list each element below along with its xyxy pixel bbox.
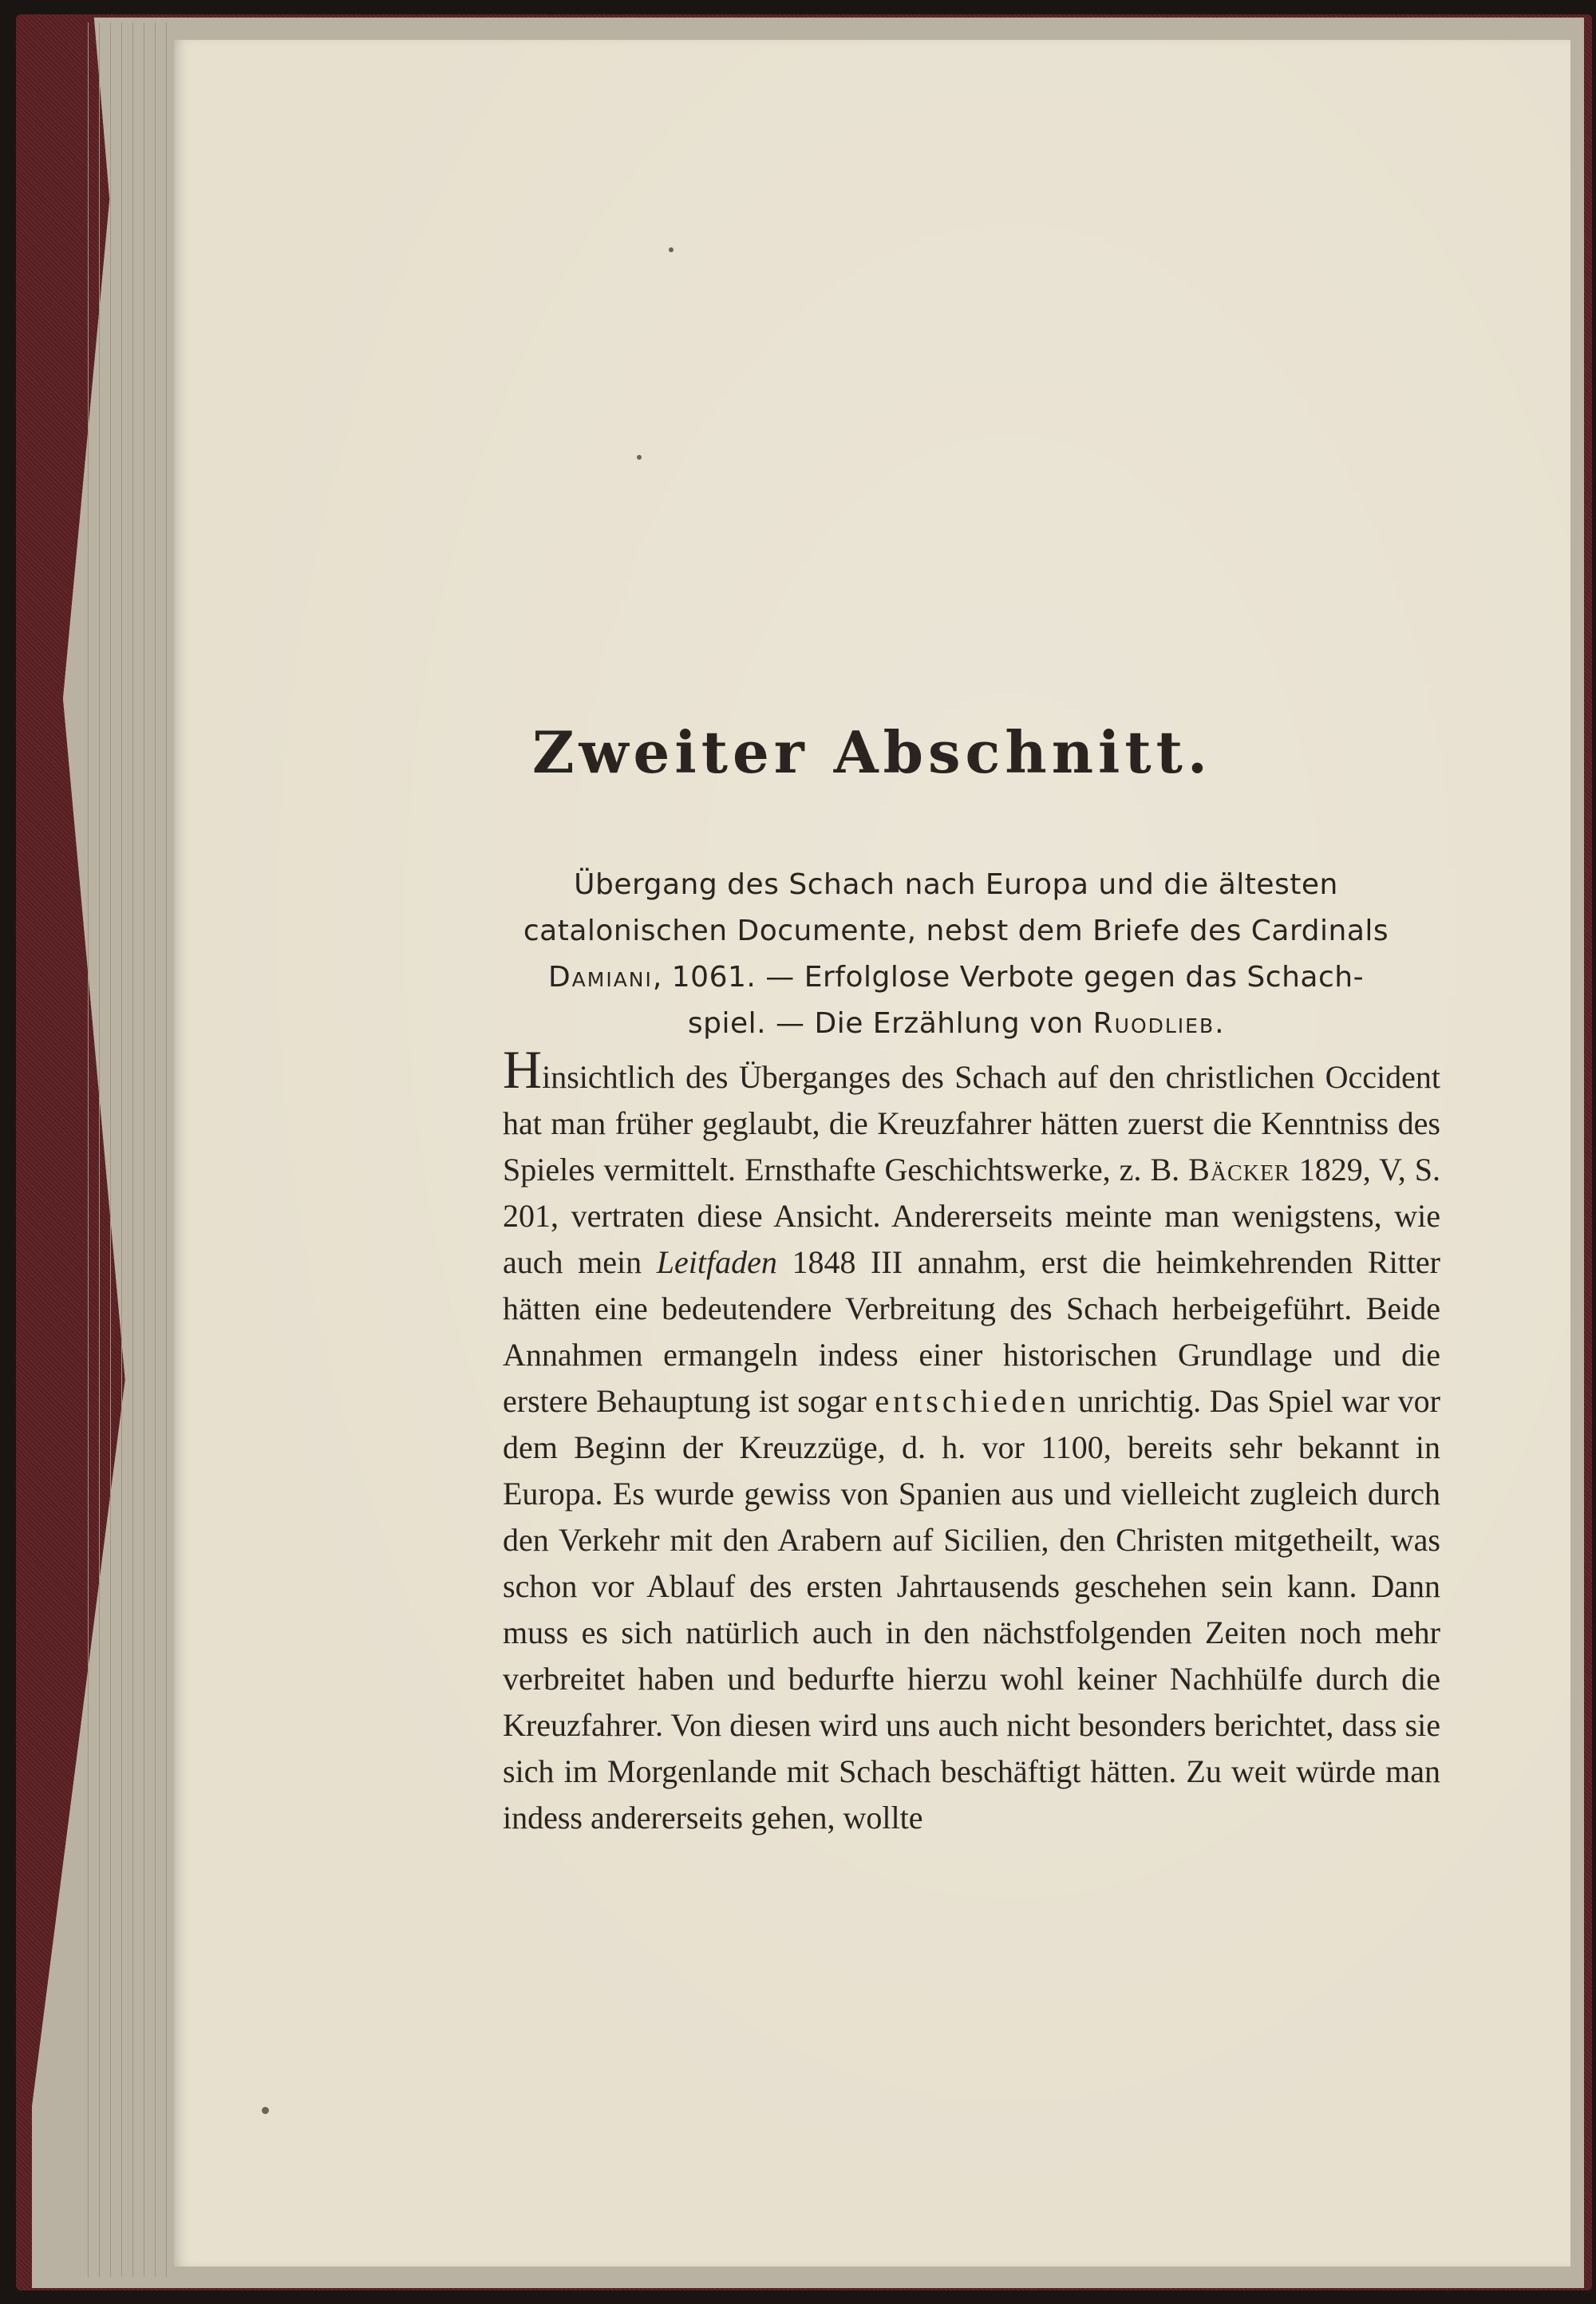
page-edge bbox=[110, 22, 111, 2277]
paper-speck bbox=[669, 247, 674, 252]
summary-line: Übergang des Schach nach Europa und die ältesten bbox=[574, 868, 1338, 901]
chapter-title: Zweiter Abschnitt. bbox=[532, 718, 1212, 786]
page-edge bbox=[99, 22, 100, 2277]
page-edge bbox=[132, 22, 133, 2277]
page-edge bbox=[88, 22, 89, 2277]
chapter-summary bbox=[493, 862, 1419, 1047]
emphasized-word: entschieden bbox=[875, 1383, 1070, 1419]
paper-speck bbox=[637, 455, 642, 460]
summary-line: , 1061. — Erfolglose Verbote gegen das Schach- bbox=[652, 961, 1365, 994]
summary-line: spiel. — Die Erzählung von bbox=[687, 1007, 1093, 1040]
drop-cap: H bbox=[503, 1039, 543, 1100]
body-paragraph bbox=[503, 1039, 1441, 1841]
page-edge bbox=[155, 22, 156, 2277]
body-text-segment: unrichtig. Das Spiel war vor dem Beginn der Kreuzzüge, d. h. vor 1100, bereits sehr bekannt in Europa. Es wurde gewiss von Spanien aus und vielleicht zugleich durch den Verkehr mit den Arabern auf Sicilien, den Christen mitgetheilt, was schon vor Ablauf des ersten Jahrtausends geschehen sein kann. Dann muss es sich natürlich auch in den nächstfolgenden Zeiten noch mehr verbreitet haben und bedurfte hierzu wohl keiner Nachhülfe durch die Kreuzfahrer. Von diesen wird uns auch nicht besonders berichtet, dass sie sich im Morgenlande mit Schach beschäftigt hätten. Zu weit würde man indess andererseits gehen, wollte bbox=[503, 1383, 1440, 1836]
page-edge bbox=[121, 22, 122, 2277]
body-text-segment: insichtlich des Überganges des Schach auf den christlichen Occident hat man früher geglaubt, die Kreuzfahrer hätten zuerst die Kenntniss des Spieles vermittelt. Ernsthafte Geschichtswerke, z. B. bbox=[503, 1059, 1440, 1188]
summary-line: . bbox=[1215, 1007, 1225, 1040]
summary-name-damiani: Damiani bbox=[547, 961, 653, 994]
summary-line: catalonischen Documente, nebst dem Briefe des Cardinals bbox=[523, 915, 1389, 947]
page-edge bbox=[166, 22, 167, 2277]
body-text-segment: 1848 III annahm, erst die heimkehrenden Ritter hätten eine bedeutendere Verbreitung des Schach herbeigeführt. Beide Annahmen ermangeln indess einer historischen Grundlage und die erstere Behauptung ist sogar bbox=[503, 1244, 1441, 1419]
body-text-segment: 1829, V, S. 201, vertraten diese Ansicht. Andererseits meinte man wenigstens, wie auch mein bbox=[503, 1152, 1440, 1280]
summary-name-ruodlieb: Ruodlieb bbox=[1092, 1007, 1215, 1040]
paper-speck bbox=[262, 2107, 269, 2114]
work-title: Leitfaden bbox=[656, 1244, 777, 1280]
author-name: Bäcker bbox=[1188, 1152, 1290, 1188]
